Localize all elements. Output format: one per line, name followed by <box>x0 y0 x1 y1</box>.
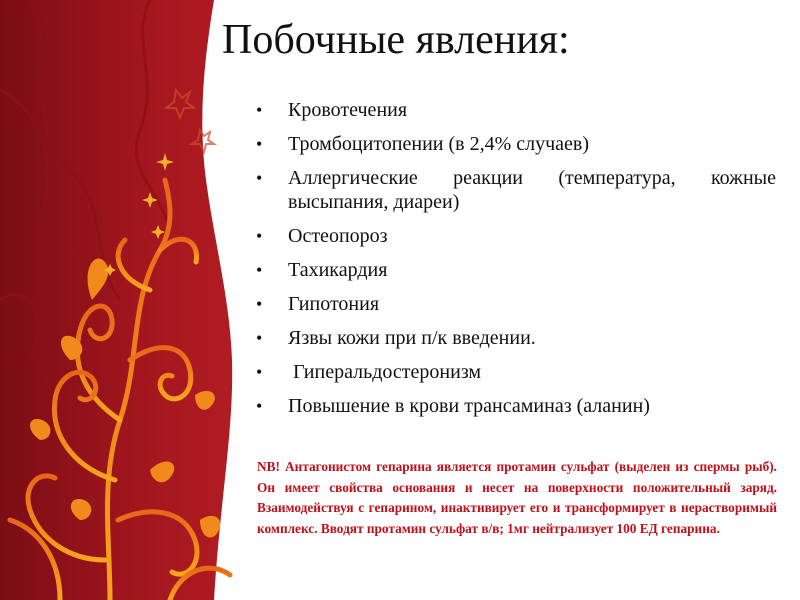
side-effects-list <box>256 98 776 428</box>
bullet-icon: • <box>256 396 263 416</box>
bullet-icon: • <box>256 260 263 280</box>
bullet-icon: • <box>256 328 263 348</box>
list-item-text: Язвы кожи при п/к введении. <box>288 327 536 349</box>
list-item <box>256 258 776 282</box>
bullet-icon: • <box>256 294 263 314</box>
list-item-text: Повышение в крови трансаминаз (аланин) <box>288 395 650 417</box>
list-item <box>256 326 776 350</box>
list-item <box>256 360 776 384</box>
list-item-text: Гипотония <box>288 293 380 315</box>
slide-title: Побочные явления: <box>222 17 570 63</box>
bullet-icon: • <box>256 362 263 382</box>
bullet-icon: • <box>256 134 263 154</box>
list-item-text: Кровотечения <box>288 99 408 121</box>
list-item <box>256 394 776 418</box>
list-item <box>256 292 776 316</box>
floral-ornament-panel <box>0 0 240 600</box>
list-item-text: Тахикардия <box>288 259 388 281</box>
list-item-text: Аллергические реакции (температура, кожные высыпания, диареи) <box>288 167 776 213</box>
list-item <box>256 132 776 156</box>
list-item-text: Гиперальдостеронизм <box>288 361 482 383</box>
nb-note: NB! Антагонистом гепарина является протамин сульфат (выделен из спермы рыб). Он имеет свойства основания и несет на поверхности положительный заряд. Взаимодействуя с гепарином, инактивирует его и трансформирует в нерастворимый комплекс. Вводят протамин сульфат в/в; 1мг нейтрализует 100 ЕД гепарина. <box>257 459 777 536</box>
list-item <box>256 166 776 214</box>
list-item <box>256 224 776 248</box>
list-item <box>256 98 776 122</box>
bullet-icon: • <box>256 226 263 246</box>
list-item-text: Остеопороз <box>288 225 388 247</box>
bullet-icon: • <box>256 168 263 188</box>
bullet-icon: • <box>256 100 263 120</box>
list-item-text: Тромбоцитопении (в 2,4% случаев) <box>288 133 590 155</box>
